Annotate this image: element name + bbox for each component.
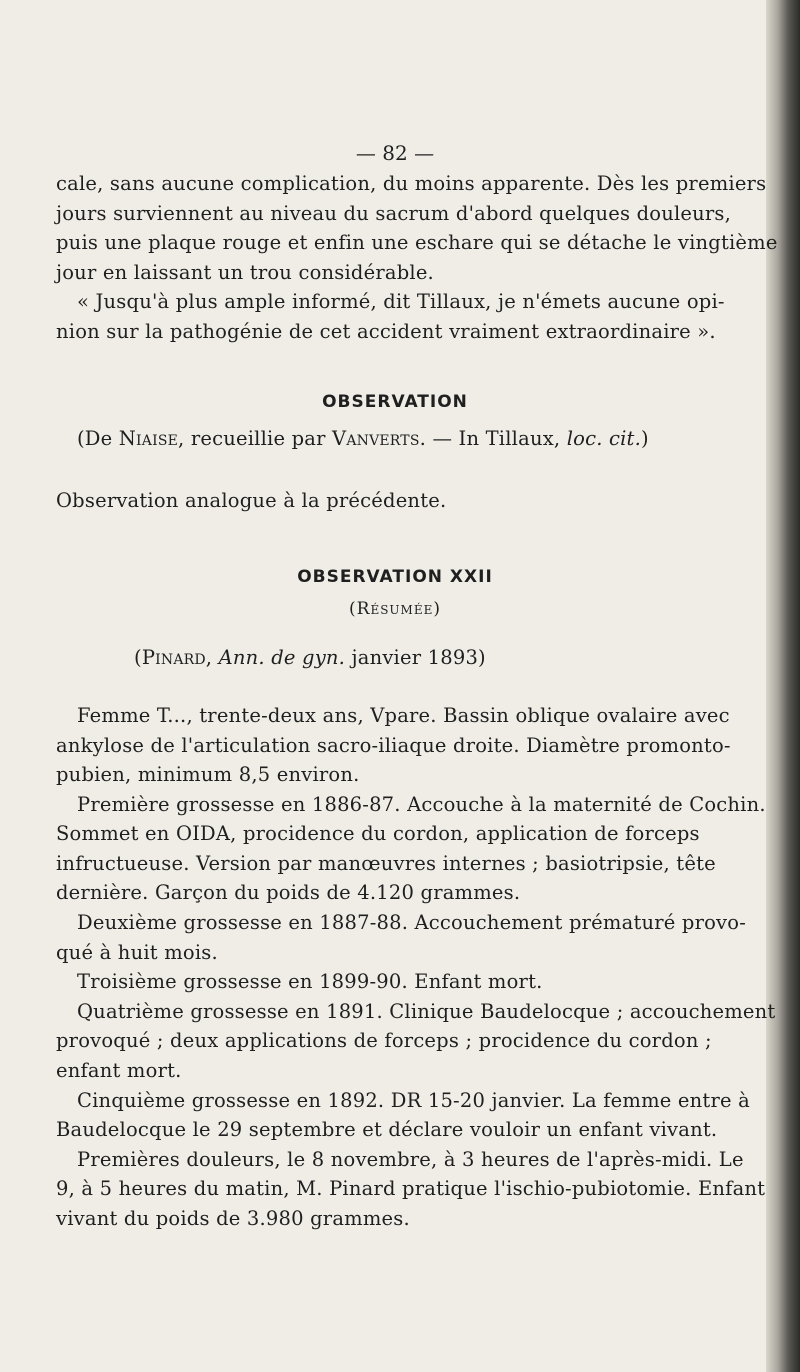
- source-author: Niaise: [118, 427, 179, 450]
- text-line: Femme T..., trente-deux ans, Vpare. Bassin oblique ovalaire avec: [77, 704, 730, 727]
- source-loc: loc. cit.: [566, 427, 641, 450]
- text-line: cale, sans aucune complication, du moins apparente. Dès les premiers: [56, 172, 767, 195]
- text-line: provoqué ; deux applications de forceps ; procidence du cordon ;: [56, 1029, 712, 1052]
- text-line: ankylose de l'articulation sacro-iliaque droite. Diamètre promonto-: [56, 734, 731, 757]
- text-line: Baudelocque le 29 septembre et déclare vouloir un enfant vivant.: [56, 1118, 718, 1141]
- text-line: 9, à 5 heures du matin, M. Pinard pratique l'ischio-pubiotomie. Enfant: [56, 1177, 766, 1200]
- text-line: puis une plaque rouge et enfin une eschare qui se détache le vingtième: [56, 231, 778, 254]
- text-line: dernière. Garçon du poids de 4.120 grammes.: [56, 881, 521, 904]
- source-journal: Ann. de gyn.: [218, 646, 346, 669]
- text-line: pubien, minimum 8,5 environ.: [56, 763, 360, 786]
- text-line: Première grossesse en 1886-87. Accouche à la maternité de Cochin.: [77, 793, 766, 816]
- text-line: enfant mort.: [56, 1059, 182, 1082]
- observation-source: (De Niaise, recueillie par Vanverts. — In Tillaux, loc. cit.): [77, 427, 649, 450]
- text-line: qué à huit mois.: [56, 941, 218, 964]
- source-collector: Vanverts: [332, 427, 420, 450]
- text-line: Sommet en OIDA, procidence du cordon, application de forceps: [56, 822, 700, 845]
- source-author: Pinard: [141, 646, 206, 669]
- text-line: vivant du poids de 3.980 grammes.: [56, 1207, 410, 1230]
- observation-heading: OBSERVATION: [322, 392, 468, 412]
- text-line: Quatrième grossesse en 1891. Clinique Baudelocque ; accouchement: [77, 1000, 776, 1023]
- text-line: jour en laissant un trou considérable.: [56, 261, 434, 284]
- observation-xxii-source: (Pinard, Ann. de gyn. janvier 1893): [134, 646, 486, 669]
- text-line: Cinquième grossesse en 1892. DR 15-20 janvier. La femme entre à: [77, 1089, 750, 1112]
- text-line: Deuxième grossesse en 1887-88. Accouchement prématuré provo-: [77, 911, 746, 934]
- text-line: nion sur la pathogénie de cet accident vraiment extraordinaire ».: [56, 320, 716, 343]
- observation-xxii-subheading: (Résumée): [349, 599, 441, 619]
- text-line: infructueuse. Version par manœuvres internes ; basiotripsie, tête: [56, 852, 716, 875]
- text-line: Premières douleurs, le 8 novembre, à 3 heures de l'après-midi. Le: [77, 1148, 744, 1171]
- book-binding-edge: [766, 0, 800, 1372]
- page-number: — 82 —: [355, 141, 435, 165]
- text-line: Troisième grossesse en 1899-90. Enfant mort.: [77, 970, 543, 993]
- text-line: « Jusqu'à plus ample informé, dit Tillaux, je n'émets aucune opi-: [77, 290, 725, 313]
- observation-text: Observation analogue à la précédente.: [56, 489, 447, 512]
- observation-xxii-heading: OBSERVATION XXII: [297, 567, 493, 587]
- text-line: jours surviennent au niveau du sacrum d'abord quelques douleurs,: [56, 202, 732, 225]
